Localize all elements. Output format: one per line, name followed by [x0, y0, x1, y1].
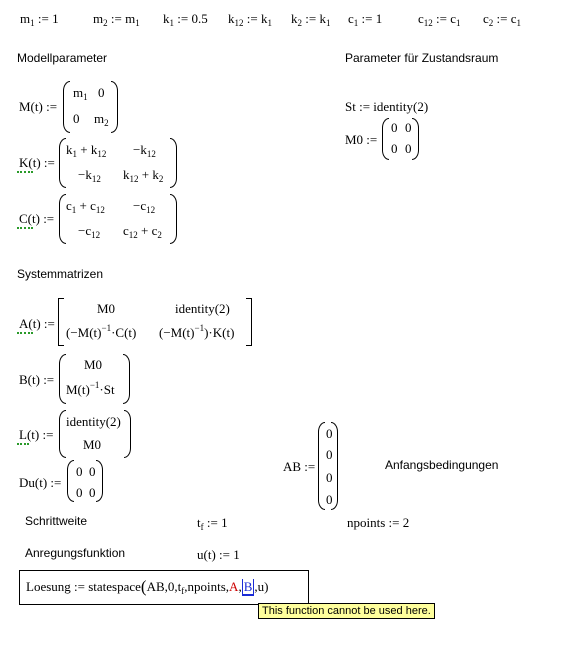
def-k12[interactable]	[228, 12, 272, 26]
M0-right-paren	[412, 118, 419, 160]
open-paren: (	[140, 577, 147, 596]
A-warning-underline	[17, 329, 33, 334]
m1-var: m	[20, 11, 31, 26]
B-left-paren	[59, 354, 66, 404]
AB-v3: 0	[326, 492, 333, 507]
def-k1[interactable]	[163, 12, 208, 26]
c2-var: c	[483, 11, 489, 26]
loesung-lhs: Loesung := statespace	[26, 579, 141, 594]
def-k2[interactable]	[291, 12, 330, 26]
M0-a11: 0	[391, 120, 398, 135]
k2-value: := k	[302, 11, 326, 26]
L-warning-underline	[17, 440, 29, 445]
C-a11: $c_1 + c_{12}$	[66, 198, 105, 215]
c12-value-sub: 1	[456, 18, 461, 28]
M0-left-paren	[382, 118, 389, 160]
A-a21: ($-M(t)^{-1}\cdot C(t)$	[66, 323, 137, 340]
AB-v0: 0	[326, 426, 333, 441]
C-warning-underline	[17, 224, 33, 229]
B-lhs: B(t) :=	[19, 372, 55, 387]
k1-sub: 1	[169, 18, 174, 28]
L-lhs: L(t) :=	[19, 427, 54, 442]
heading-systemmatrizen: Systemmatrizen	[17, 267, 104, 281]
L-a1: identity(2)	[66, 414, 121, 429]
K-left-paren	[59, 138, 66, 188]
c12-var: c	[418, 11, 424, 26]
heading-anfangsbedingungen: Anfangsbedingungen	[385, 458, 499, 472]
M-left-paren	[63, 81, 70, 133]
loesung-comma: ,	[238, 579, 242, 594]
loesung-args-a: AB,0,t	[146, 579, 182, 594]
M-a22: $m_2$	[94, 111, 109, 128]
heading-anregungsfunktion: Anregungsfunktion	[25, 546, 126, 560]
M0-a12: 0	[405, 120, 412, 135]
M0-lhs: M0 :=	[345, 132, 378, 147]
Du-a12: 0	[89, 464, 96, 479]
A-lhs: A(t) :=	[19, 316, 55, 331]
def-c2[interactable]	[483, 12, 521, 26]
Du-right-paren	[96, 460, 103, 502]
c2-sub: 2	[488, 18, 494, 28]
L-right-paren	[124, 410, 131, 458]
K-right-paren	[170, 138, 177, 188]
K-a21: $-k_{12}$	[78, 167, 101, 184]
B-right-paren	[123, 354, 130, 404]
npoints-def[interactable]: npoints := 2	[347, 515, 410, 530]
AB-v2: 0	[326, 470, 333, 485]
B-a1: M0	[84, 357, 103, 372]
M0-a21: 0	[391, 141, 398, 156]
error-tooltip: This function cannot be used here.	[258, 603, 435, 619]
Du-a22: 0	[89, 485, 96, 500]
M-a12: 0	[98, 85, 105, 100]
heading-zustandsraum: Parameter für Zustandsraum	[345, 51, 499, 65]
C-a12: $-c_{12}$	[133, 198, 156, 215]
C-a22: $c_{12} + c_2$	[123, 223, 162, 240]
A-a11: M0	[97, 301, 116, 316]
AB-v1: 0	[326, 447, 333, 462]
heading-schrittweite: Schrittweite	[25, 514, 88, 528]
A-left-bracket	[58, 298, 64, 346]
K-lhs: K(t) :=	[19, 155, 55, 170]
C-right-paren	[170, 194, 177, 244]
k1-value: := 0.5	[174, 11, 208, 26]
k2-sub: 2	[297, 18, 302, 28]
K-a12: $-k_{12}$	[133, 142, 156, 159]
loesung-args-b: ,npoints,	[184, 579, 230, 594]
B-a2: $M(t)^{-1}\cdot St$	[66, 380, 115, 397]
def-m1[interactable]	[20, 12, 59, 26]
def-c12[interactable]	[418, 12, 461, 26]
A-right-bracket	[246, 298, 252, 346]
k1-var: k	[163, 11, 170, 26]
c1-sub: 1	[353, 18, 359, 28]
M-right-paren	[111, 81, 118, 133]
Du-lhs: Du(t) :=	[19, 475, 62, 490]
M-a11: $m_1$	[73, 85, 88, 102]
C-lhs: C(t) :=	[19, 211, 55, 226]
Du-a11: 0	[76, 464, 83, 479]
A-a22: $(-M(t)^{-1})\cdot K(t)$	[159, 323, 235, 340]
k2-var: k	[291, 11, 298, 26]
Du-left-paren	[67, 460, 74, 502]
k12-sub: 12	[234, 18, 244, 28]
K-a11: $k_1 + k_{12}$	[66, 142, 107, 159]
loesung-args-c: ,u)	[254, 579, 269, 594]
m2-value: := m	[107, 11, 136, 26]
AB-left-paren	[318, 422, 325, 510]
k12-var: k	[228, 11, 235, 26]
K-warning-underline	[17, 168, 33, 173]
loesung-arg-B-cursor[interactable]: B	[243, 579, 253, 594]
m2-value-sub: 1	[135, 18, 140, 28]
loesung-region[interactable]	[19, 570, 309, 605]
m2-sub: 2	[103, 18, 108, 28]
M-a21: 0	[73, 111, 80, 126]
k12-value: := k	[243, 11, 268, 26]
C-a21: $-c_{12}$	[78, 223, 101, 240]
loesung-expression	[26, 577, 269, 596]
AB-lhs: AB :=	[283, 459, 316, 474]
m1-sub: 1	[30, 18, 35, 28]
St-def[interactable]: St := identity(2)	[345, 99, 429, 114]
c1-value: := 1	[358, 11, 383, 26]
L-left-paren	[59, 410, 66, 458]
Du-a21: 0	[76, 485, 83, 500]
c2-value: := c	[493, 11, 517, 26]
c12-sub: 12	[423, 18, 433, 28]
c1-var: c	[348, 11, 354, 26]
heading-modellparameter: Modellparameter	[17, 51, 108, 65]
tf-def[interactable]: $t_f$ := 1	[197, 515, 228, 532]
K-a22: $k_{12} + k_2$	[123, 167, 164, 184]
k12-value-sub: 1	[267, 18, 272, 28]
A-a12: identity(2)	[175, 301, 230, 316]
m2-var: m	[93, 11, 104, 26]
L-a2: M0	[83, 437, 102, 452]
M0-a22: 0	[405, 141, 412, 156]
u-def[interactable]: u(t) := 1	[197, 547, 240, 562]
k2-value-sub: 1	[325, 18, 331, 28]
def-c1[interactable]	[348, 12, 382, 26]
C-left-paren	[59, 194, 66, 244]
c2-value-sub: 1	[516, 18, 521, 28]
M-lhs: M(t) :=	[19, 99, 58, 114]
loesung-arg-A-error[interactable]: A	[229, 579, 239, 594]
def-m2[interactable]	[93, 12, 140, 26]
c12-value: := c	[432, 11, 456, 26]
loesung-args-tsub: f	[181, 586, 185, 596]
m1-value: := 1	[34, 11, 59, 26]
